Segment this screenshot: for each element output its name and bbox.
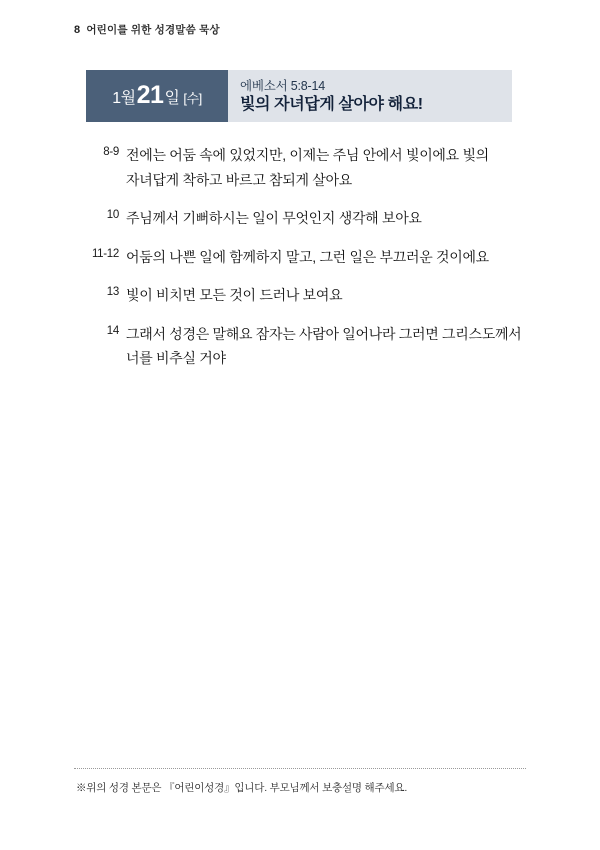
verse-number: 14 (106, 324, 119, 337)
banner-text-block (228, 70, 512, 122)
verse-item (86, 143, 526, 192)
date-day: 21 (136, 80, 164, 109)
verse-number: 11-12 (91, 247, 119, 260)
footnote-divider (74, 768, 526, 769)
verse-item (86, 322, 526, 371)
running-header (74, 22, 540, 37)
date-block (86, 70, 228, 122)
verse-item (86, 283, 526, 308)
verse-number: 8-9 (103, 146, 119, 158)
verse-text: 어둠의 나쁜 일에 함께하지 말고, 그런 일은 부끄러운 것이에요 (126, 248, 489, 265)
date-line (112, 81, 201, 110)
devotional-title: 빛의 자녀답게 살아야 해요! (240, 95, 423, 113)
date-day-unit: 일 (164, 89, 180, 107)
date-weekday: [수] (183, 90, 202, 106)
date-month: 1월 (112, 89, 136, 107)
scripture-reference: 에베소서 5:8-14 (240, 78, 326, 93)
verse-number: 10 (106, 209, 119, 221)
footnote-text: ※위의 성경 본문은 『어린이성경』입니다. 부모님께서 보충설명 해주세요. (76, 782, 408, 794)
verse-text: 그래서 성경은 말해요 잠자는 사람아 일어나라 그러면 그리스도께서 너를 비추실 거야 (126, 325, 522, 366)
verse-list (86, 143, 526, 385)
verse-number: 13 (106, 286, 119, 298)
book-title: 어린이를 위한 성경말씀 묵상 (86, 24, 220, 36)
page-number: 8 (74, 24, 81, 36)
verse-item (86, 245, 526, 270)
verse-text: 빛이 비치면 모든 것이 드러나 보여요 (126, 287, 343, 303)
title-banner (86, 70, 512, 122)
verse-item (86, 206, 526, 231)
verse-text: 전에는 어둠 속에 있었지만, 이제는 주님 안에서 빛이에요 빛의 자녀답게 착하고 바르고 참되게 살아요 (126, 147, 489, 188)
verse-text: 주님께서 기뻐하시는 일이 무엇인지 생각해 보아요 (126, 210, 422, 226)
